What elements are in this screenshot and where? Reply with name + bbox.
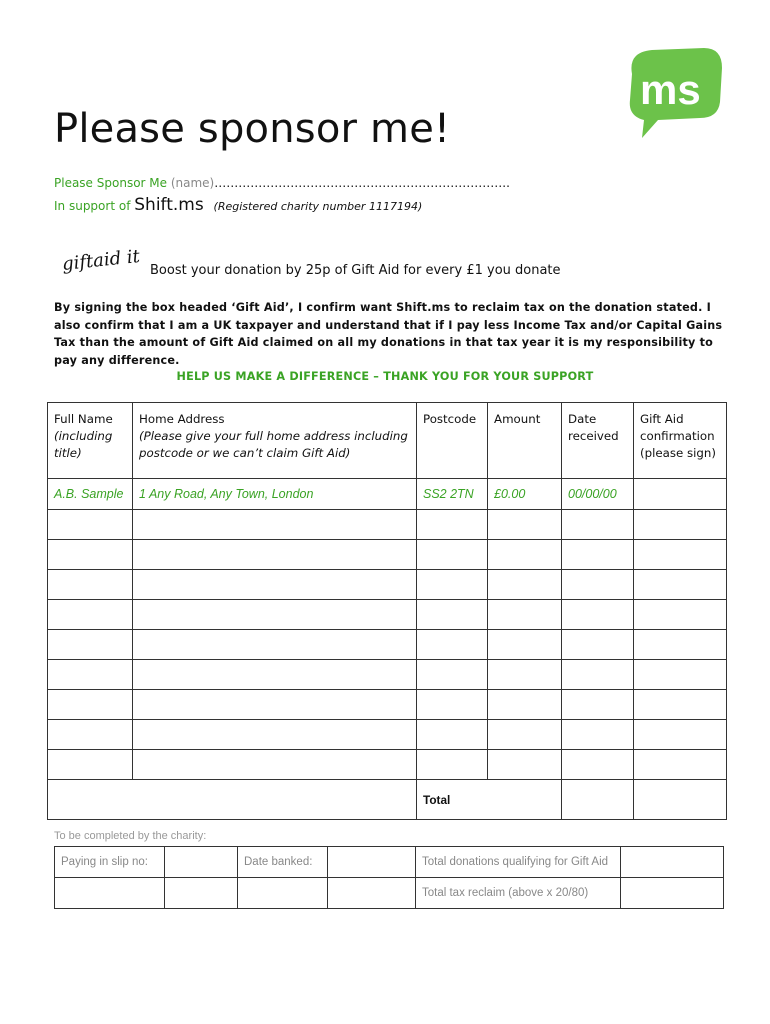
total-cell-date[interactable] [562, 780, 634, 820]
support-prefix: In support of [54, 199, 131, 213]
cell-postcode[interactable] [417, 690, 488, 720]
sponsor-label: Please Sponsor Me [54, 176, 168, 190]
date-banked-label: Date banked: [238, 847, 328, 878]
charity-note: To be completed by the charity: [54, 830, 207, 842]
sample-date: 00/00/00 [562, 479, 634, 510]
charity-blank-3[interactable] [238, 878, 328, 909]
sample-address: 1 Any Road, Any Town, London [133, 479, 417, 510]
total-reclaim-label: Total tax reclaim (above x 20/80) [416, 878, 621, 909]
cell-address[interactable] [133, 660, 417, 690]
sample-amount: £0.00 [488, 479, 562, 510]
cell-amount[interactable] [488, 720, 562, 750]
table-row [48, 570, 727, 600]
total-spacer [48, 780, 417, 820]
cell-gift-aid[interactable] [634, 750, 727, 780]
total-qualifying-field[interactable] [621, 847, 724, 878]
sample-gift-aid [634, 479, 727, 510]
cell-address[interactable] [133, 690, 417, 720]
cell-postcode[interactable] [417, 720, 488, 750]
date-banked-field[interactable] [328, 847, 416, 878]
name-hint: (name) [170, 176, 215, 190]
cell-gift-aid[interactable] [634, 660, 727, 690]
cell-name[interactable] [48, 630, 133, 660]
cell-date[interactable] [562, 510, 634, 540]
table-row [48, 660, 727, 690]
cell-postcode[interactable] [417, 660, 488, 690]
header-date-received: Date received [562, 403, 634, 479]
cell-name[interactable] [48, 510, 133, 540]
name-dots[interactable]: ……………………………………………………………….. [214, 176, 510, 190]
table-row [48, 720, 727, 750]
logo-text: ms [640, 66, 701, 113]
cell-name[interactable] [48, 690, 133, 720]
cell-postcode[interactable] [417, 510, 488, 540]
cell-address[interactable] [133, 570, 417, 600]
charity-blank-1[interactable] [55, 878, 165, 909]
table-header-row [48, 403, 727, 479]
cell-address[interactable] [133, 630, 417, 660]
cell-gift-aid[interactable] [634, 570, 727, 600]
cell-address[interactable] [133, 600, 417, 630]
cell-date[interactable] [562, 750, 634, 780]
cell-date[interactable] [562, 540, 634, 570]
sample-name: A.B. Sample [48, 479, 133, 510]
total-reclaim-field[interactable] [621, 878, 724, 909]
table-row [48, 690, 727, 720]
charity-name: Shift.ms [134, 195, 204, 215]
header-gift-aid: Gift Aid confirmation (please sign) [634, 403, 727, 479]
sample-row [48, 479, 727, 510]
sponsor-line [54, 176, 510, 190]
entry-rows [48, 510, 727, 780]
cell-gift-aid[interactable] [634, 720, 727, 750]
header-amount: Amount [488, 403, 562, 479]
giftaid-logo: giftaid it [61, 245, 141, 276]
table-row [48, 540, 727, 570]
charity-registration: (Registered charity number 1117194) [213, 200, 423, 213]
help-banner: HELP US MAKE A DIFFERENCE – THANK YOU FOR YOUR SUPPORT [176, 370, 594, 383]
total-row [48, 780, 727, 820]
cell-name[interactable] [48, 600, 133, 630]
sample-postcode: SS2 2TN [417, 479, 488, 510]
cell-amount[interactable] [488, 540, 562, 570]
cell-name[interactable] [48, 750, 133, 780]
paying-in-slip-label: Paying in slip no: [55, 847, 165, 878]
header-postcode: Postcode [417, 403, 488, 479]
cell-address[interactable] [133, 720, 417, 750]
giftaid-declaration: By signing the box headed ‘Gift Aid’, I confirm want Shift.ms to reclaim tax on the donation stated. I also confirm that I am a UK taxpayer and understand that if I pay less Income Tax and/or Capital Gains Tax than the amount of Gift Aid claimed on all my donations in that tax year it is my responsibility to pay any difference. [54, 301, 723, 367]
cell-name[interactable] [48, 660, 133, 690]
cell-postcode[interactable] [417, 750, 488, 780]
cell-date[interactable] [562, 690, 634, 720]
cell-amount[interactable] [488, 630, 562, 660]
table-row [48, 750, 727, 780]
cell-gift-aid[interactable] [634, 600, 727, 630]
cell-amount[interactable] [488, 660, 562, 690]
cell-name[interactable] [48, 720, 133, 750]
cell-amount[interactable] [488, 600, 562, 630]
total-qualifying-label: Total donations qualifying for Gift Aid [416, 847, 621, 878]
cell-postcode[interactable] [417, 570, 488, 600]
charity-row-1 [55, 847, 724, 878]
cell-address[interactable] [133, 750, 417, 780]
giftaid-headline: Boost your donation by 25p of Gift Aid for every £1 you donate [150, 263, 561, 278]
cell-name[interactable] [48, 540, 133, 570]
table-row [48, 630, 727, 660]
table-row [48, 600, 727, 630]
charity-blank-4[interactable] [328, 878, 416, 909]
support-line [54, 195, 422, 215]
page-title: Please sponsor me! [54, 106, 451, 152]
shift-ms-logo [618, 44, 726, 144]
charity-table [54, 846, 724, 909]
sponsor-table [47, 402, 727, 820]
header-home-address: Home Address (Please give your full home address including postcode or we can’t claim Gift Aid) [133, 403, 417, 479]
cell-postcode[interactable] [417, 630, 488, 660]
cell-address[interactable] [133, 510, 417, 540]
cell-date[interactable] [562, 660, 634, 690]
cell-amount[interactable] [488, 510, 562, 540]
cell-name[interactable] [48, 570, 133, 600]
cell-date[interactable] [562, 630, 634, 660]
paying-in-slip-field[interactable] [165, 847, 238, 878]
cell-date[interactable] [562, 570, 634, 600]
charity-blank-2[interactable] [165, 878, 238, 909]
cell-address[interactable] [133, 540, 417, 570]
cell-gift-aid[interactable] [634, 630, 727, 660]
cell-gift-aid[interactable] [634, 540, 727, 570]
header-full-name: Full Name (including title) [48, 403, 133, 479]
cell-amount[interactable] [488, 690, 562, 720]
cell-postcode[interactable] [417, 540, 488, 570]
cell-postcode[interactable] [417, 600, 488, 630]
cell-amount[interactable] [488, 750, 562, 780]
cell-date[interactable] [562, 720, 634, 750]
cell-gift-aid[interactable] [634, 510, 727, 540]
charity-row-2 [55, 878, 724, 909]
cell-date[interactable] [562, 600, 634, 630]
total-label: Total [417, 780, 562, 820]
table-row [48, 510, 727, 540]
total-cell-gift-aid[interactable] [634, 780, 727, 820]
cell-gift-aid[interactable] [634, 690, 727, 720]
cell-amount[interactable] [488, 570, 562, 600]
